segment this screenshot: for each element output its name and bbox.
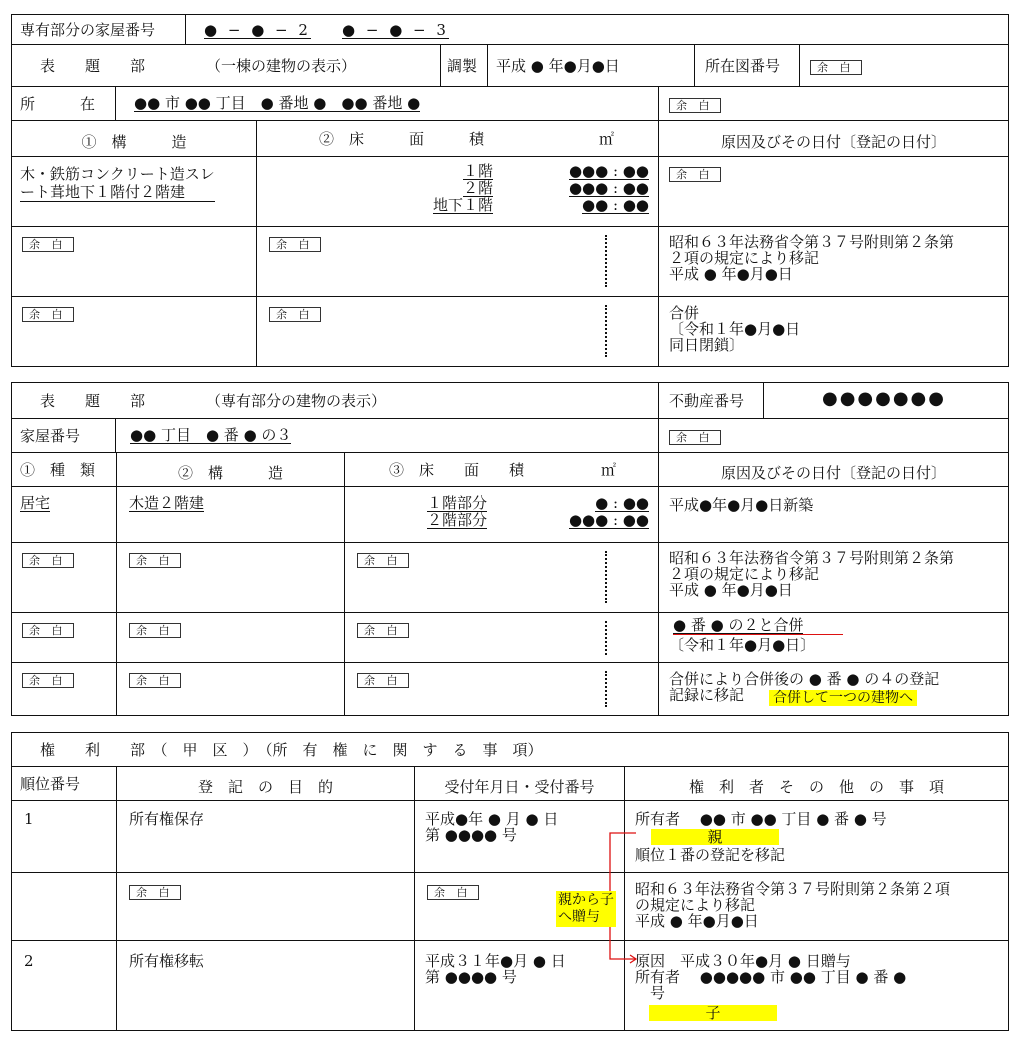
merge-note: 合併して一つの建物へ [769, 690, 917, 706]
unit-row-3 [12, 613, 1008, 663]
yohaku-stamp: 余 白 [669, 98, 721, 113]
yohaku-stamp: 余 白 [129, 623, 181, 638]
unit-title: 表 題 部 [40, 392, 146, 410]
yohaku-stamp: 余 白 [22, 553, 74, 568]
chosei-label: 調製 [447, 57, 478, 75]
realestate-number: ●●●●●●● [822, 388, 946, 409]
col-area-unit: ㎡ [601, 461, 617, 479]
yohaku-stamp: 余 白 [22, 673, 74, 688]
location-label: 所 在 [20, 95, 96, 113]
yohaku-stamp: 余 白 [269, 307, 321, 322]
dotted-separator [605, 305, 607, 357]
rank-value: 1 [24, 810, 34, 828]
yohaku-stamp: 余 白 [22, 307, 74, 322]
col-holder-header: 権 利 者 そ の 他 の 事 項 [688, 778, 944, 796]
map-number-label: 所在図番号 [705, 57, 781, 75]
yohaku-stamp: 余 白 [357, 673, 409, 688]
floor-area: ● : ●● [595, 494, 649, 512]
col-cause-header: 原因及びその日付〔登記の日付〕 [720, 464, 946, 482]
dotted-separator [605, 621, 607, 655]
unit-number-label: 専有部分の家屋番号 [20, 21, 156, 39]
parent-note: 親 [651, 829, 779, 845]
building-row-3 [12, 297, 1008, 367]
building-subtitle: （一棟の建物の表示） [206, 57, 357, 75]
rights-column-headers [12, 767, 1008, 801]
yohaku-stamp: 余 白 [129, 673, 181, 688]
rights-title: 権 利 部 （ 甲 区 ） （所 有 権 に 関 す る 事 項） [40, 741, 543, 759]
floor-area: ●● : ●● [582, 196, 649, 214]
rights-row-1 [12, 801, 1008, 873]
unit-title-row [12, 383, 1008, 419]
unit-row-1 [12, 487, 1008, 543]
structure-value: 木・鉄筋コンクリート造スレ ート葺地下１階付２階建 [20, 165, 215, 201]
rights-block [11, 732, 1009, 1031]
building-row-2 [12, 227, 1008, 297]
yohaku-stamp: 余 白 [129, 885, 181, 900]
col-structure-header: ① 構 造 [81, 133, 187, 151]
building-block [11, 14, 1009, 367]
dotted-separator [605, 671, 607, 707]
floor-area: ●●● : ●● [568, 179, 649, 197]
floor-label: １階 [462, 162, 493, 180]
floor-label: ２階 [462, 179, 493, 197]
floor-label: １階部分 [427, 494, 488, 512]
yohaku-stamp: 余 白 [669, 167, 721, 182]
col-rank-header: 順位番号 [20, 775, 81, 793]
floor-label: ２階部分 [427, 511, 488, 529]
cause-text: 昭和６３年法務省令第３７号附則第２条第 ２項の規定により移記 平成 ● 年●月●日 [669, 549, 955, 599]
col-structure-header: ② 構 造 [177, 464, 283, 482]
purpose-value: 所有権保存 [129, 810, 205, 828]
yohaku-stamp: 余 白 [669, 430, 721, 445]
holder-value: 昭和６３年法務省令第３７号附則第２条第２項 の規定により移記 平成 ● 年●月●日 [635, 880, 951, 930]
type-value: 居宅 [20, 494, 51, 512]
holder-note: 順位１番の登記を移記 [635, 846, 786, 864]
unit-number-2: ● − ● − 3 [342, 21, 449, 39]
col-receipt-header: 受付年月日・受付番号 [444, 778, 595, 796]
col-area-header: ② 床 面 積 [319, 130, 485, 148]
yohaku-stamp: 余 白 [357, 623, 409, 638]
receipt-value: 平成●年 ● 月 ● 日 第 ●●●● 号 [425, 810, 559, 844]
cause-text: 平成●年●月●日新築 [669, 496, 814, 514]
building-row-1 [12, 157, 1008, 227]
col-area-unit: ㎡ [599, 130, 615, 148]
building-column-headers [12, 121, 1008, 157]
col-type-header: ① 種 類 [20, 461, 96, 479]
floor-area: ●●● : ●● [568, 162, 649, 180]
rights-row-3 [12, 941, 1008, 1031]
yohaku-stamp: 余 白 [22, 623, 74, 638]
realestate-label: 不動産番号 [669, 392, 745, 410]
unit-subtitle: （専有部分の建物の表示） [206, 392, 387, 410]
holder-value: 原因 平成３０年●月 ● 日贈与 所有者 ●●●●● 市 ●● 丁目 ● 番 ● 号 [635, 952, 907, 1002]
unit-row-2 [12, 543, 1008, 613]
building-title-row [12, 45, 1008, 87]
house-number-value: ●● 丁目 ● 番 ● の３ [130, 426, 292, 444]
unit-number-row [12, 15, 1008, 45]
unit-block [11, 382, 1009, 716]
floor-label: 地下１階 [432, 196, 493, 214]
yohaku-stamp: 余 白 [22, 237, 74, 252]
yohaku-stamp: 余 白 [810, 60, 862, 75]
child-note: 子 [649, 1005, 777, 1021]
col-cause-header: 原因及びその日付〔登記の日付〕 [720, 133, 946, 151]
yohaku-stamp: 余 白 [357, 553, 409, 568]
rights-title-row [12, 733, 1008, 767]
location-value: ●● 市 ●● 丁目 ● 番地 ● ●● 番地 ● [134, 94, 421, 112]
unit-number-1: ● − ● − 2 [204, 21, 311, 39]
holder-value: 所有者 ●● 市 ●● 丁目 ● 番 ● 号 [635, 810, 887, 828]
cause-text: 合併 〔令和１年●月●日 同日閉鎖〕 [669, 304, 801, 354]
house-number-label: 家屋番号 [20, 427, 81, 445]
unit-row-4 [12, 663, 1008, 715]
purpose-value: 所有権移転 [129, 952, 205, 970]
dotted-separator [605, 235, 607, 287]
floor-area: ●●● : ●● [568, 511, 649, 529]
chosei-date: 平成 ● 年●月●日 [496, 57, 620, 75]
yohaku-stamp: 余 白 [427, 885, 479, 900]
building-title: 表 題 部 [40, 57, 146, 75]
dotted-separator [605, 551, 607, 603]
location-row [12, 87, 1008, 121]
cause-text: 合併により合併後の ● 番 ● の４の登記 記録に移記 [669, 670, 940, 704]
cause-merge-text: ● 番 ● の２と合併 [673, 616, 804, 634]
strike-line [673, 634, 843, 635]
rights-row-2 [12, 873, 1008, 941]
structure-value: 木造２階建 [129, 494, 205, 512]
cause-merge-date: 〔令和１年●月●日〕 [669, 636, 816, 654]
receipt-value: 平成３１年●月 ● 日 第 ●●●● 号 [425, 952, 566, 986]
unit-column-headers [12, 453, 1008, 487]
rank-value: 2 [24, 952, 34, 970]
yohaku-stamp: 余 白 [269, 237, 321, 252]
col-purpose-header: 登 記 の 目 的 [197, 778, 333, 796]
col-area-header: ③ 床 面 積 [389, 461, 525, 479]
house-number-row [12, 419, 1008, 453]
cause-text: 昭和６３年法務省令第３７号附則第２条第 ２項の規定により移記 平成 ● 年●月●日 [669, 233, 955, 283]
yohaku-stamp: 余 白 [129, 553, 181, 568]
gift-note: 親から子 へ贈与 [558, 892, 614, 925]
